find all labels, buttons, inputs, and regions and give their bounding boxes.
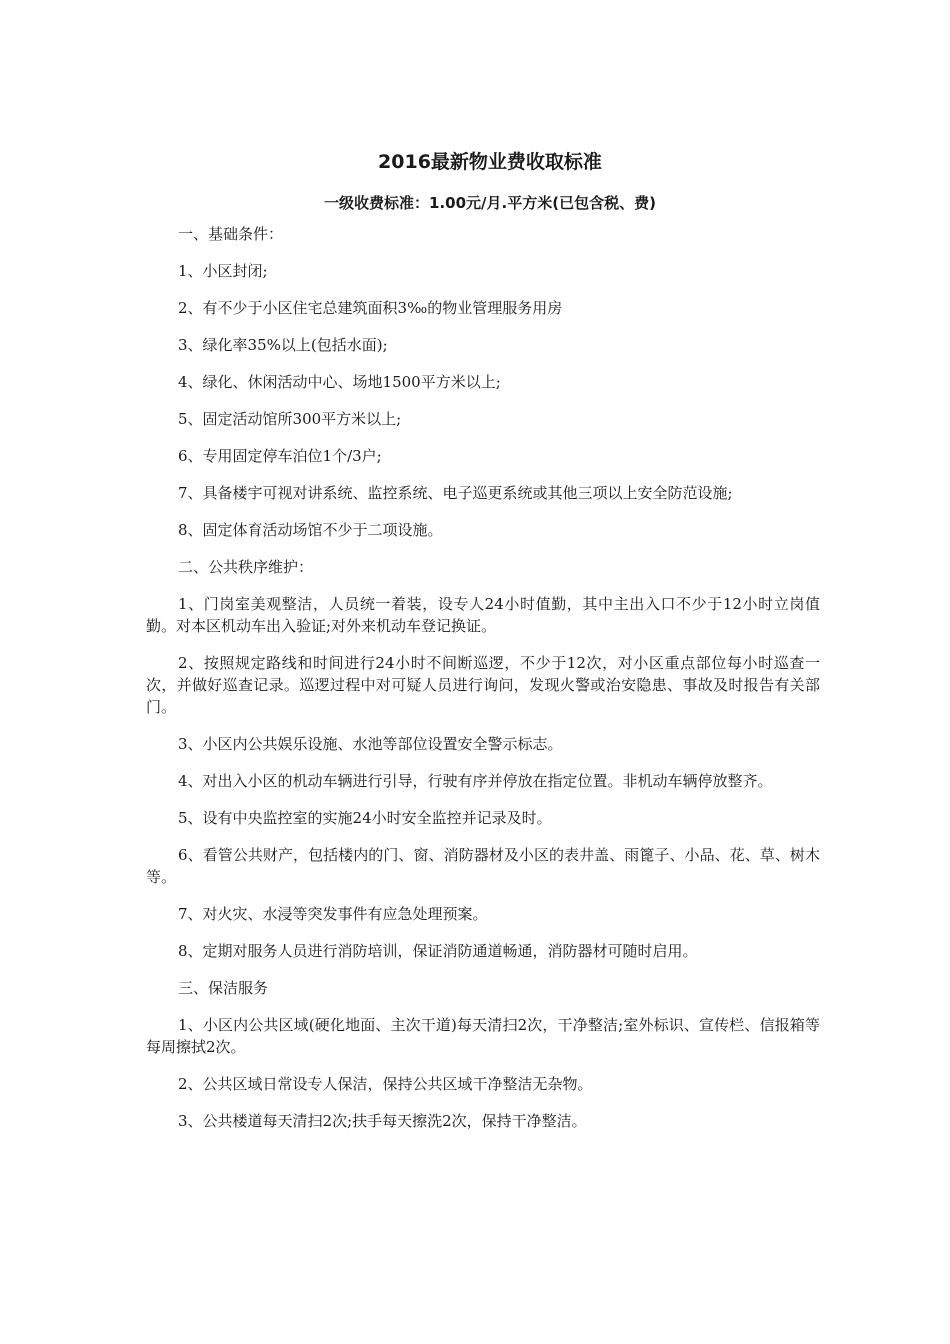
paragraph: 一、基础条件： [178, 225, 284, 243]
paragraph: 2、公共区域日常设专人保洁，保持公共区域干净整洁无杂物。 [178, 1075, 593, 1093]
paragraph: 2、按照规定路线和时间进行24小时不间断巡逻，不少于12次，对小区重点部位每小时巡查一次，并做好巡查记录。巡逻过程中对可疑人员进行询问，发现火警或治安隐患、事故及时报告有关部门。 [146, 654, 820, 716]
paragraph: 三、保洁服务 [178, 979, 269, 997]
paragraph: 5、固定活动馆所300平方米以上; [178, 410, 402, 428]
paragraph: 8、定期对服务人员进行消防培训，保证消防通道畅通，消防器材可随时启用。 [178, 942, 698, 960]
paragraph: 4、对出入小区的机动车辆进行引导，行驶有序并停放在指定位置。非机动车辆停放整齐。 [178, 772, 773, 790]
paragraph: 3、小区内公共娱乐设施、水池等部位设置安全警示标志。 [178, 735, 563, 753]
paragraph: 6、看管公共财产，包括楼内的门、窗、消防器材及小区的表井盖、雨篦子、小品、花、草、树木等。 [146, 846, 820, 886]
paragraph: 7、对火灾、水浸等突发事件有应急处理预案。 [178, 905, 488, 923]
document-title: 2016最新物业费收取标准 [378, 151, 602, 173]
paragraph: 2、有不少于小区住宅总建筑面积3‰的物业管理服务用房 [178, 299, 563, 317]
paragraph: 8、固定体育活动场馆不少于二项设施。 [178, 521, 443, 539]
paragraph: 1、小区封闭; [178, 262, 268, 280]
document-page [146, 148, 820, 1147]
document-subtitle: 一级收费标准：1.00元/月.平方米(已包含税、费) [324, 194, 656, 212]
paragraph: 7、具备楼宇可视对讲系统、监控系统、电子巡更系统或其他三项以上安全防范设施; [178, 484, 733, 502]
paragraph: 1、小区内公共区域(硬化地面、主次干道)每天清扫2次，干净整洁;室外标识、宣传栏、信报箱等每周擦拭2次。 [146, 1016, 820, 1056]
paragraph: 6、专用固定停车泊位1个/3户; [178, 447, 382, 465]
paragraph: 3、公共楼道每天清扫2次;扶手每天擦洗2次，保持干净整洁。 [178, 1112, 587, 1130]
paragraph: 3、绿化率35%以上(包括水面); [178, 336, 388, 354]
paragraph: 5、设有中央监控室的实施24小时安全监控并记录及时。 [178, 809, 552, 827]
paragraph: 二、公共秩序维护： [178, 558, 314, 576]
document-body [146, 223, 820, 1132]
paragraph: 4、绿化、休闲活动中心、场地1500平方米以上; [178, 373, 501, 391]
paragraph: 1、门岗室美观整洁，人员统一着装，设专人24小时值勤，其中主出入口不少于12小时立岗值勤。对本区机动车出入验证;对外来机动车登记换证。 [146, 595, 820, 635]
